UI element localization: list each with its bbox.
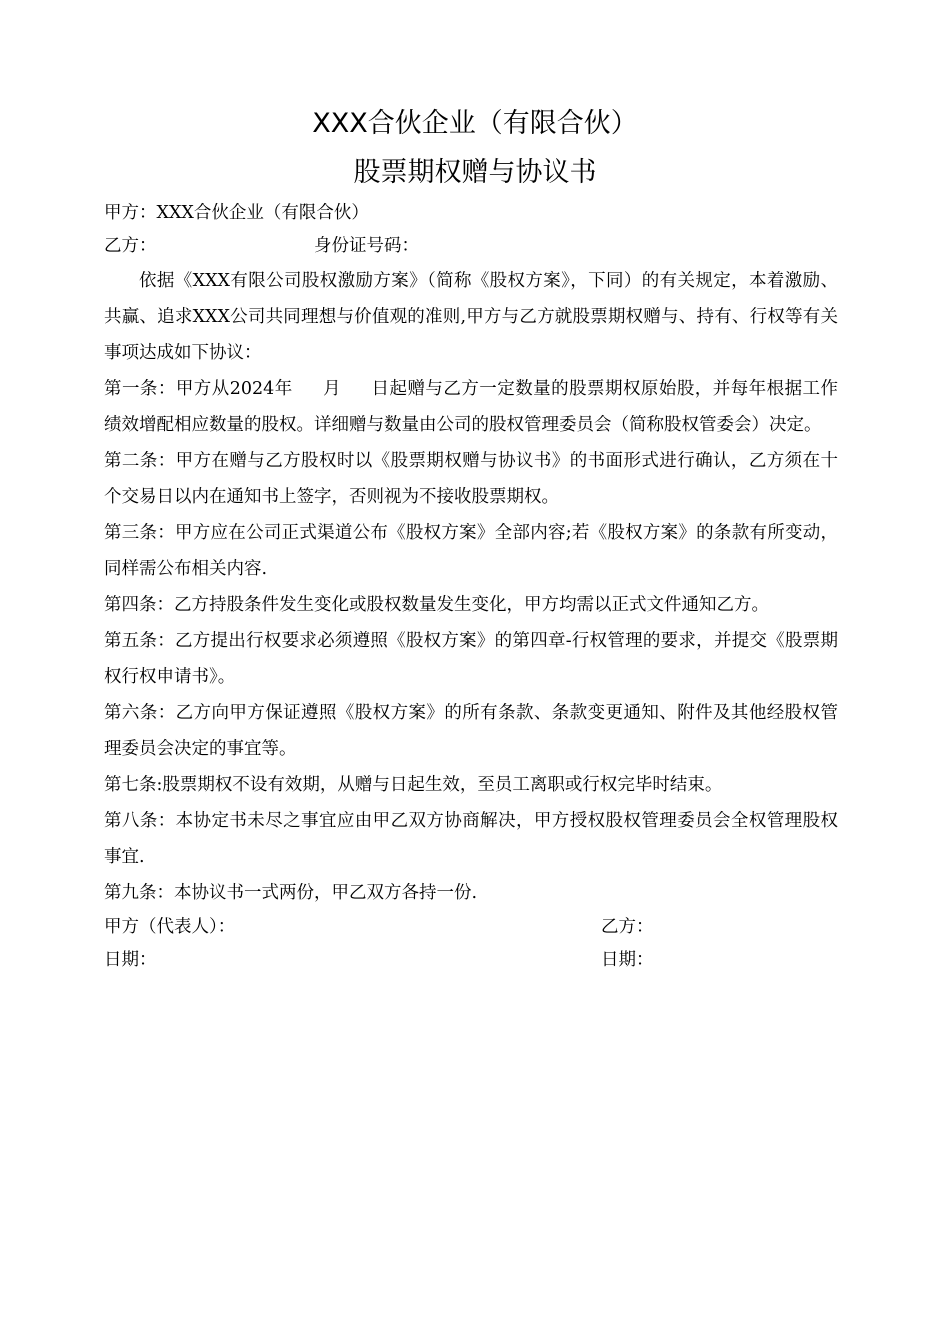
party-b-line bbox=[104, 229, 838, 263]
id-number-label: 身份证号码： bbox=[314, 236, 419, 256]
party-a-line: 甲方：XXX合伙企业（有限合伙） bbox=[104, 203, 369, 223]
agreement-body bbox=[104, 197, 838, 977]
document-title-line1: XXX合伙企业（有限合伙） bbox=[312, 108, 638, 139]
signature-row bbox=[104, 911, 838, 944]
article-9: 第九条：本协议书一式两份，甲乙双方各持一份. bbox=[104, 883, 478, 903]
signature-party-a: 甲方（代表人）： bbox=[104, 917, 236, 937]
article-1-start: 第一条：甲方从2024年 bbox=[104, 379, 293, 399]
article-7: 第七条:股票期权不设有效期，从赠与日起生效，至员工离职或行权完毕时结束。 bbox=[104, 775, 723, 795]
article-6: 第六条：乙方向甲方保证遵照《股权方案》的所有条款、条款变更通知、附件及其他经股权管理委员会决定的事宜等。 bbox=[104, 703, 838, 759]
signature-party-b: 乙方： bbox=[601, 917, 654, 937]
article-2: 第二条：甲方在赠与乙方股权时以《股票期权赠与协议书》的书面形式进行确认，乙方须在十个交易日以内在通知书上签字，否则视为不接收股票期权。 bbox=[104, 451, 838, 507]
date-party-b: 日期： bbox=[601, 950, 654, 970]
party-b-label: 乙方： bbox=[104, 236, 157, 256]
article-1 bbox=[104, 371, 838, 443]
article-3: 第三条：甲方应在公司正式渠道公布《股权方案》全部内容;若《股权方案》的条款有所变动，同样需公布相关内容. bbox=[104, 523, 838, 579]
article-8: 第八条：本协定书未尽之事宜应由甲乙双方协商解决，甲方授权股权管理委员会全权管理股权事宜. bbox=[104, 811, 838, 867]
article-1-rest: 日起赠与乙方一定数量的股票期权原始股，并每年根据工作绩效增配相应数量的股权。详细赠与数量由公司的股权管理委员会（简称股权管委会）决定。 bbox=[104, 379, 839, 435]
date-row bbox=[104, 944, 838, 977]
article-1-month: 月 bbox=[322, 379, 342, 399]
document-title-line2: 股票期权赠与协议书 bbox=[353, 157, 597, 188]
preamble-paragraph: 依据《XXX有限公司股权激励方案》（简称《股权方案》，下同）的有关规定，本着激励、共赢、追求XXX公司共同理想与价值观的准则,甲方与乙方就股票期权赠与、持有、行权等有关事项达成如下协议： bbox=[104, 271, 838, 363]
article-5: 第五条：乙方提出行权要求必须遵照《股权方案》的第四章-行权管理的要求，并提交《股票期权行权申请书》。 bbox=[104, 631, 838, 687]
date-party-a: 日期： bbox=[104, 950, 157, 970]
article-4: 第四条：乙方持股条件发生变化或股权数量发生变化，甲方均需以正式文件通知乙方。 bbox=[104, 595, 769, 615]
